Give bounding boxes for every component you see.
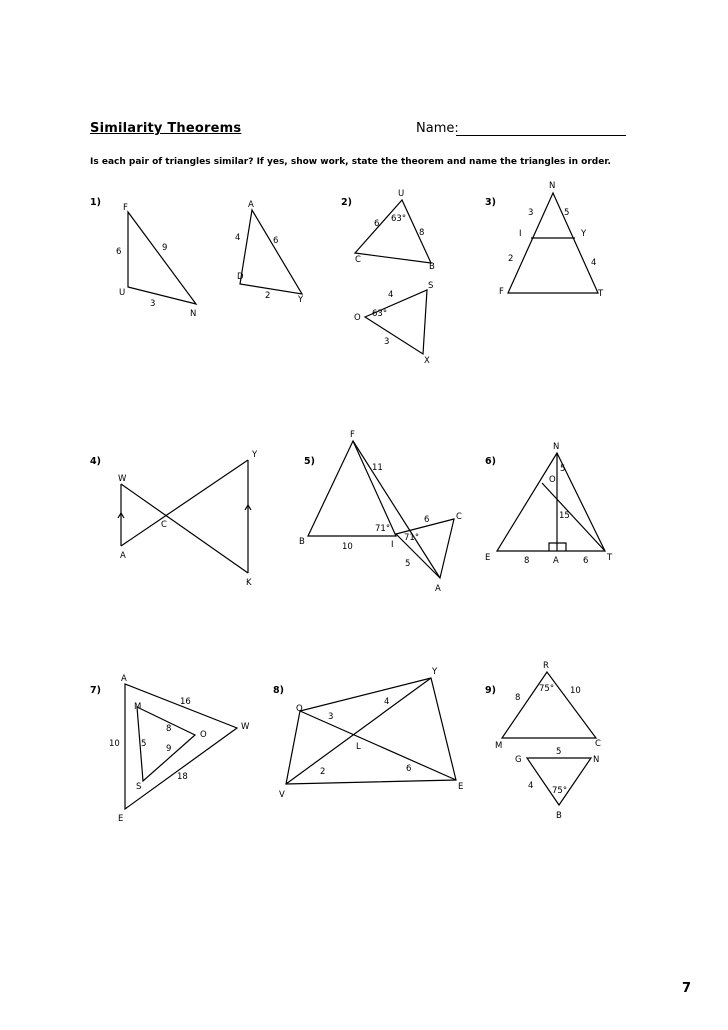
segment-fa	[353, 441, 440, 578]
side-label: 3	[528, 208, 534, 218]
problem-number: 9)	[485, 685, 496, 696]
side-label: 2	[508, 254, 514, 264]
side-label: 18	[177, 772, 188, 782]
problem-number: 2)	[341, 197, 352, 208]
vertex-label: C	[456, 512, 462, 522]
vertex-label: U	[398, 189, 405, 199]
side-label: 10	[570, 686, 581, 696]
side-label: 6	[374, 219, 380, 229]
vertex-label: O	[200, 730, 207, 740]
angle-label: 63°	[391, 214, 407, 224]
vertex-label: S	[136, 782, 142, 792]
triangle-gnb	[527, 758, 591, 805]
vertex-label: O	[296, 704, 303, 714]
problem-number: 6)	[485, 456, 496, 467]
vertex-label: C	[595, 739, 601, 749]
problem-1	[90, 197, 304, 319]
side-label: 5	[556, 747, 562, 757]
vertex-label: G	[515, 755, 522, 765]
side-label: 6	[273, 236, 279, 246]
vertex-label: A	[120, 551, 126, 561]
triangle-net	[497, 453, 605, 551]
page-number: 7	[682, 981, 692, 996]
side-label: 4	[388, 290, 394, 300]
vertex-label: X	[424, 356, 430, 366]
vertex-label: R	[543, 661, 549, 671]
side-label: 4	[591, 258, 597, 268]
segment-wk	[121, 484, 248, 573]
triangle-osx	[365, 290, 427, 354]
vertex-label: O	[354, 313, 361, 323]
triangle-fun	[128, 212, 196, 304]
problem-number: 8)	[273, 685, 284, 696]
right-angle-mark	[557, 543, 566, 551]
segment-ot	[542, 483, 605, 551]
vertex-label: N	[553, 442, 560, 452]
vertex-label: F	[123, 203, 128, 213]
problem-7	[90, 674, 250, 824]
problem-6	[485, 442, 613, 566]
side-label: 4	[384, 697, 390, 707]
problem-number: 4)	[90, 456, 101, 467]
vertex-label: B	[556, 811, 562, 821]
vertex-label: C	[355, 255, 361, 265]
side-label: 6	[583, 556, 589, 566]
problem-8	[273, 667, 463, 800]
name-label: Name:	[416, 121, 459, 136]
vertex-label: T	[607, 553, 613, 563]
vertex-label: N	[190, 309, 197, 319]
vertex-label: I	[391, 540, 394, 550]
triangle-ica	[396, 519, 454, 578]
side-label: 8	[166, 724, 172, 734]
vertex-label: B	[299, 537, 305, 547]
vertex-label: E	[485, 553, 491, 563]
vertex-label: W	[118, 474, 127, 484]
vertex-label: U	[119, 288, 126, 298]
vertex-label: E	[118, 814, 124, 824]
vertex-label: Y	[252, 450, 258, 460]
vertex-label: M	[134, 702, 142, 712]
side-label: 5	[560, 464, 566, 474]
vertex-label: A	[248, 200, 254, 210]
problem-number: 3)	[485, 197, 496, 208]
instructions-text: Is each pair of triangles similar? If yes, show work, state the theorem and name the triangles in order.	[90, 157, 611, 167]
vertex-label: F	[499, 287, 504, 297]
side-label: 8	[515, 693, 521, 703]
worksheet-title: Similarity Theorems	[90, 121, 242, 136]
vertex-label: A	[121, 674, 127, 684]
vertex-label: Y	[432, 667, 438, 677]
vertex-label: M	[495, 741, 503, 751]
side-label: 5	[564, 208, 570, 218]
side-label: 2	[320, 767, 326, 777]
vertex-label: B	[429, 262, 435, 272]
problem-3	[485, 181, 604, 299]
side-label: 10	[342, 542, 353, 552]
side-label: 4	[235, 233, 241, 243]
side-label: 3	[384, 337, 390, 347]
side-label: 6	[406, 764, 412, 774]
vertex-label: F	[350, 430, 355, 440]
vertex-label: C	[161, 520, 167, 530]
angle-label: 75°	[539, 684, 555, 694]
vertex-label: E	[458, 782, 464, 792]
vertex-label: N	[549, 181, 556, 191]
side-label: 5	[405, 559, 411, 569]
side-label: 9	[162, 243, 168, 253]
vertex-label: W	[241, 722, 250, 732]
side-label: 3	[150, 299, 156, 309]
problem-number: 7)	[90, 685, 101, 696]
side-label: 15	[559, 511, 570, 521]
vertex-label: S	[428, 281, 434, 291]
vertex-label: O	[549, 475, 556, 485]
vertex-label: Y	[581, 229, 587, 239]
vertex-label: A	[435, 584, 441, 594]
problem-2	[341, 189, 435, 366]
side-label: 5	[141, 739, 147, 749]
vertex-label: K	[246, 578, 252, 588]
triangle-ady	[240, 210, 302, 294]
side-label: 6	[424, 515, 430, 525]
problem-number: 5)	[304, 456, 315, 467]
vertex-label: V	[279, 790, 285, 800]
angle-label: 71°	[404, 533, 420, 543]
vertex-label: Y	[298, 295, 304, 305]
side-label: 6	[116, 247, 122, 257]
side-label: 4	[528, 781, 534, 791]
vertex-label: I	[519, 229, 522, 239]
vertex-label: N	[593, 755, 600, 765]
side-label: 8	[419, 228, 425, 238]
triangle-nft	[508, 193, 598, 293]
vertex-label: D	[237, 272, 244, 282]
side-label: 8	[524, 556, 530, 566]
vertex-label: L	[356, 742, 361, 752]
problem-4	[90, 450, 258, 588]
angle-label: 75°	[552, 786, 568, 796]
side-label: 2	[265, 291, 271, 301]
vertex-label: T	[598, 289, 604, 299]
problem-number: 1)	[90, 197, 101, 208]
right-angle-mark	[549, 543, 557, 551]
side-label: 3	[328, 712, 334, 722]
vertex-label: A	[553, 556, 559, 566]
angle-label: 71°	[375, 524, 391, 534]
side-label: 11	[372, 463, 383, 473]
problem-5	[299, 430, 462, 594]
side-label: 10	[109, 739, 120, 749]
side-label: 16	[180, 697, 191, 707]
segment-ay	[121, 460, 248, 546]
problem-9	[485, 661, 601, 821]
triangle-rmc	[502, 672, 596, 738]
angle-label: 63°	[372, 309, 388, 319]
side-label: 9	[166, 744, 172, 754]
